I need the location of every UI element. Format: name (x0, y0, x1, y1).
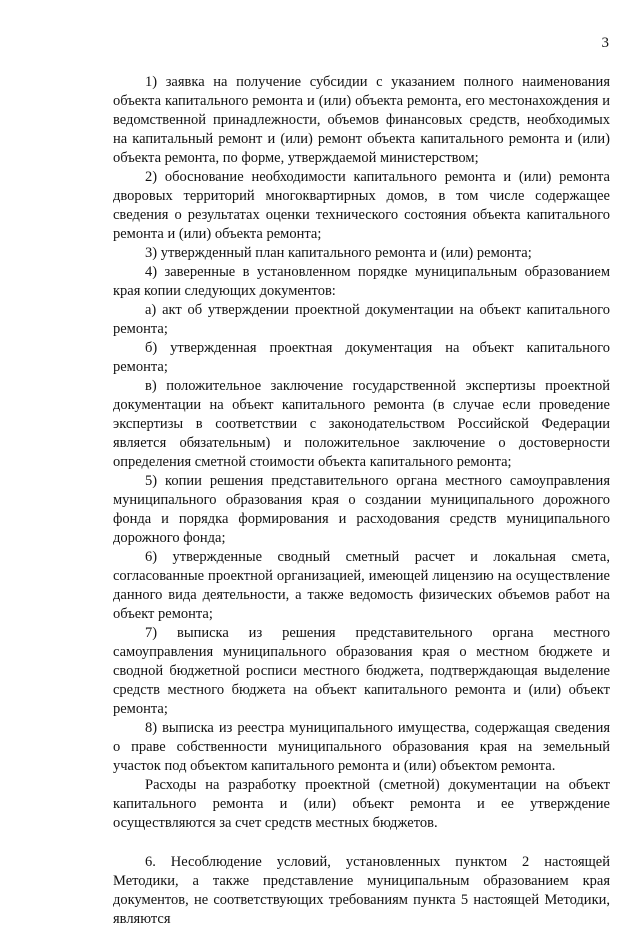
paragraph-item-6: 6) утвержденные сводный сметный расчет и локальная смета, согласованные проектной организацией, имеющей лицензию на осуществление данного вида деятельности, а также ведомость физических объемов работ на объект ремонта; (113, 549, 610, 622)
paragraph-item-7: 7) выписка из решения представительного органа местного самоуправления муниципального образования края о местном бюджете и сводной бюджетной росписи местного бюджета, подтверждающая выделение средств местного бюджета на объект капитального ремонта и (или) объект ремонта; (113, 625, 610, 717)
paragraph-expenses: Расходы на разработку проектной (сметной) документации на объект капитального ремонта и (или) объект ремонта и ее утверждение осуществляются за счет средств местных бюджетов. (113, 777, 610, 831)
paragraph-item-5: 5) копии решения представительного органа местного самоуправления муниципального образования края о создании муниципального дорожного фонда и порядка формирования и расходования средств муниципального дорожного фонда; (113, 473, 610, 546)
paragraph-subitem-b: б) утвержденная проектная документация на объект капитального ремонта; (113, 340, 610, 375)
paragraph-subitem-v: в) положительное заключение государственной экспертизы проектной документации на объект капитального ремонта (в случае если проведение экспертизы в соответствии с законодательством Российской Федерации является обязательным) и положительное заключение о достоверности определения сметной стоимости объекта капитального ремонта; (113, 378, 610, 470)
paragraph-item-8: 8) выписка из реестра муниципального имущества, содержащая сведения о праве собственности муниципального образования края на земельный участок под объектом капитального ремонта и (или) объектом ремонта. (113, 720, 610, 774)
paragraph-item-2: 2) обоснование необходимости капитального ремонта и (или) ремонта дворовых территорий многоквартирных домов, в том числе содержащее сведения о результатах оценки технического состояния объекта капитального ремонта и (или) объекта ремонта; (113, 169, 610, 242)
paragraph-subitem-a: а) акт об утверждении проектной документации на объект капитального ремонта; (113, 302, 610, 337)
paragraph-item-4: 4) заверенные в установленном порядке муниципальным образованием края копии следующих документов: (113, 264, 610, 299)
page-number: 3 (601, 35, 609, 51)
paragraph-item-3: 3) утвержденный план капитального ремонта и (или) ремонта; (145, 245, 532, 261)
paragraph-section-6: 6. Несоблюдение условий, установленных пунктом 2 настоящей Методики, а также представление муниципальным образованием края документов, не соответствующих требованиям пункта 5 настоящей Методики, являются (113, 854, 610, 927)
paragraph-item-1: 1) заявка на получение субсидии с указанием полного наименования объекта капитального ремонта и (или) объекта ремонта, его местонахождения и ведомственной принадлежности, объемов финансовых средств, необходимых на капитальный ремонт и (или) ремонт объекта капитального ремонта и (или) объекта ремонта, по форме, утверждаемой министерством; (113, 74, 610, 166)
document-body (113, 73, 610, 929)
